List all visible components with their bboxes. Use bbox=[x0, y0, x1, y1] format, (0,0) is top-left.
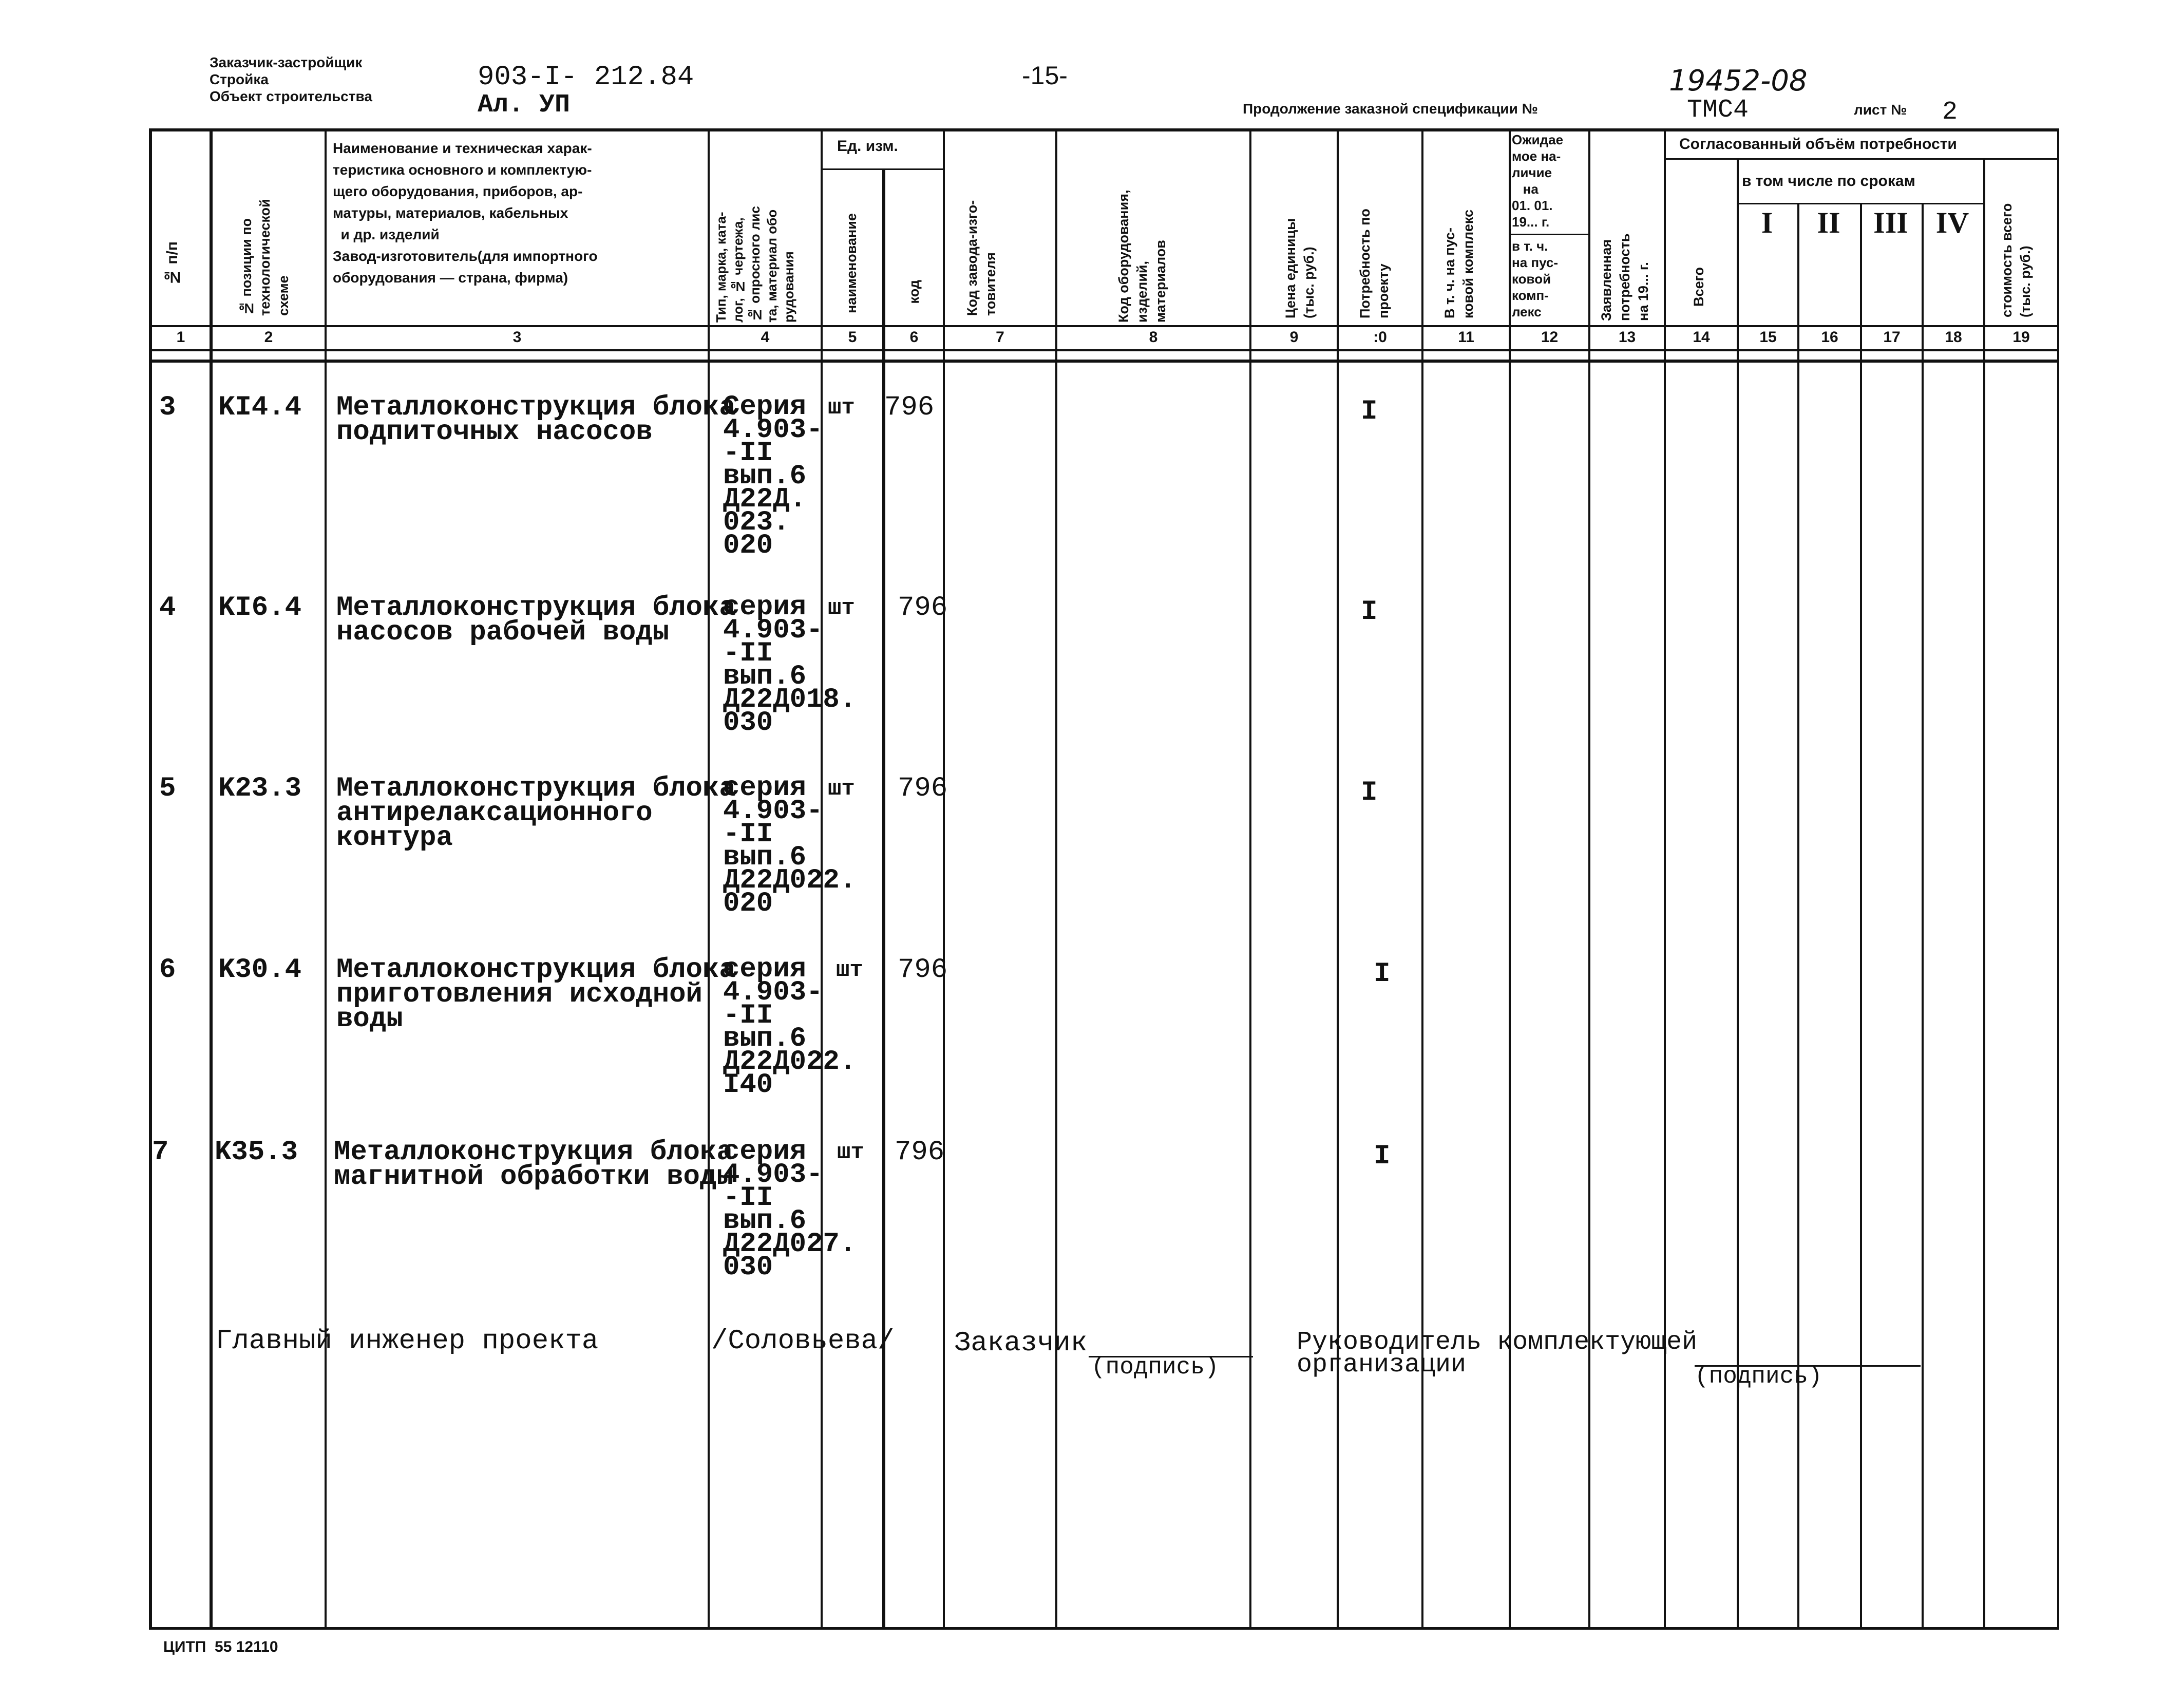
col-border-5 bbox=[882, 168, 885, 1629]
item-type: серия 4.903- -II вып.6 Д22Д018. 030 bbox=[723, 592, 857, 739]
col-header-18: IV bbox=[1935, 206, 1969, 239]
col-border-0 bbox=[149, 128, 152, 1629]
item-type: серия 4.903- -II вып.6 Д22Д027. 030 bbox=[723, 1136, 857, 1283]
need-quantity: I bbox=[1374, 1141, 1391, 1172]
col-header-14: Всего bbox=[1691, 267, 1706, 307]
row-number: 3 bbox=[159, 392, 176, 423]
col-num-12: 12 bbox=[1541, 329, 1559, 346]
col-header-4: Тип, марка, ката- лог, № чертежа, № опросного лис та, материал обо рудования bbox=[713, 206, 796, 323]
col-num-17: 17 bbox=[1883, 329, 1901, 346]
col-header-10: Потребность по проекту bbox=[1357, 209, 1391, 318]
col-header-12b: в т. ч. на пус- ковой комп- лекс bbox=[1512, 238, 1559, 319]
need-quantity: I bbox=[1361, 777, 1378, 808]
col-header-7: Код завода-изго- товителя bbox=[964, 200, 998, 316]
col-border-3 bbox=[708, 128, 710, 1629]
unit-name: шт bbox=[828, 595, 855, 621]
col-header-19: стоимость всего (тыс. руб.) bbox=[1999, 203, 2033, 317]
item-name: Металлоконструкция блока подпиточных насосов bbox=[336, 392, 736, 448]
spec-number: ТМС4 bbox=[1687, 96, 1749, 125]
spec-label: Продолжение заказной спецификации № bbox=[1243, 101, 1538, 117]
col-border-15 bbox=[1797, 203, 1799, 1629]
col-border-17 bbox=[1922, 203, 1924, 1629]
unit-code: 796 bbox=[898, 954, 948, 986]
construction-label: Стройка bbox=[210, 71, 269, 87]
chief-engineer-label: Главный инженер проекта bbox=[216, 1326, 599, 1357]
col-header-13: Заявленная потребность на 19... г. bbox=[1599, 233, 1651, 321]
col-num-13: 13 bbox=[1618, 329, 1636, 346]
body-top-border bbox=[149, 360, 2059, 363]
col-num-5: 5 bbox=[848, 329, 857, 346]
sheet-number: 2 bbox=[1942, 98, 1958, 127]
item-type: серия 4.903- -II вып.6 Д22Д022. 020 bbox=[723, 772, 857, 919]
row-number: 6 bbox=[159, 954, 176, 986]
col-border-8 bbox=[1249, 128, 1251, 1629]
unit-code: 796 bbox=[898, 773, 948, 804]
col-border-18 bbox=[1983, 158, 1985, 1629]
manager-label: Руководитель комплектующей организации bbox=[1297, 1328, 1698, 1380]
col-num-14: 14 bbox=[1693, 329, 1710, 346]
unit-name: шт bbox=[836, 957, 863, 983]
album-label: Ал. УП bbox=[478, 90, 571, 120]
item-type: Серия 4.903- -II вып.6 Д22Д. 023. 020 bbox=[723, 391, 823, 561]
col-num-9: 9 bbox=[1289, 329, 1299, 346]
col-num-4: 4 bbox=[761, 329, 770, 346]
col-num-15: 15 bbox=[1759, 329, 1777, 346]
unit-code: 796 bbox=[895, 1137, 945, 1168]
chief-engineer-name: /Соловьева/ bbox=[711, 1326, 895, 1357]
table-top-border bbox=[149, 128, 2059, 131]
col12-split bbox=[1509, 234, 1588, 235]
col-num-6: 6 bbox=[909, 329, 919, 346]
position-code: K23.3 bbox=[218, 773, 302, 804]
col-num-2: 2 bbox=[264, 329, 273, 346]
agreed-sub-border bbox=[1664, 158, 2059, 160]
item-name: Металлоконструкция блока антирелаксационного контура bbox=[336, 773, 736, 854]
customer-signature-hint: (подпись) bbox=[1091, 1354, 1219, 1381]
position-code: KI4.4 bbox=[218, 392, 302, 423]
need-quantity: I bbox=[1361, 396, 1378, 427]
col-header-11: В т. ч. на пус- ковой комплекс bbox=[1442, 209, 1476, 318]
col-border-9 bbox=[1337, 128, 1339, 1629]
col-header-6: код bbox=[906, 280, 922, 304]
row-number: 4 bbox=[159, 592, 176, 624]
col-border-11 bbox=[1509, 128, 1511, 1629]
need-quantity: I bbox=[1374, 958, 1391, 990]
col-border-6 bbox=[943, 128, 945, 1629]
customer-label: Заказчик-застройщик bbox=[210, 54, 363, 70]
col-border-2 bbox=[325, 128, 327, 1629]
col-header-12a: Ожидае мое на- личие на 01. 01. 19... г. bbox=[1512, 132, 1564, 230]
project-code: 903-I- 212.84 bbox=[478, 62, 694, 93]
unit-name: шт bbox=[828, 395, 855, 421]
need-quantity: I bbox=[1361, 596, 1378, 628]
col-border-12 bbox=[1588, 128, 1590, 1629]
table-bottom-border bbox=[149, 1627, 2059, 1630]
col-border-10 bbox=[1421, 128, 1423, 1629]
col-num-11: 11 bbox=[1458, 329, 1474, 346]
col-header-9: Цена единицы (тыс. руб.) bbox=[1283, 218, 1317, 318]
col-num-19: 19 bbox=[2012, 329, 2030, 346]
item-name: Металлоконструкция блока приготовления исходной воды bbox=[336, 954, 736, 1035]
col-header-2: № позиции по технологической схеме bbox=[239, 199, 291, 316]
col-header-15: I bbox=[1761, 206, 1773, 239]
col-header-1: № п/п bbox=[164, 241, 181, 286]
col-num-1: 1 bbox=[176, 329, 185, 346]
col-header-8: Код оборудования, изделий, материалов bbox=[1116, 190, 1168, 323]
col-num-10: :0 bbox=[1373, 329, 1387, 346]
customer-label: Заказчик bbox=[954, 1328, 1088, 1359]
handwritten-number: 19452-08 bbox=[1669, 64, 1808, 98]
col-num-8: 8 bbox=[1149, 329, 1158, 346]
row-number: 5 bbox=[159, 773, 176, 804]
col-header-17: III bbox=[1873, 206, 1908, 239]
col-num-16: 16 bbox=[1821, 329, 1838, 346]
col-border-13 bbox=[1664, 128, 1666, 1629]
position-code: K30.4 bbox=[218, 954, 302, 986]
manager-signature-hint: (подпись) bbox=[1695, 1363, 1822, 1390]
unit-code: 796 bbox=[884, 392, 935, 423]
unit-code: 796 bbox=[898, 592, 948, 624]
terms-group-header: в том числе по срокам bbox=[1742, 173, 1915, 190]
units-group-header: Ед. изм. bbox=[837, 138, 898, 155]
col-num-3: 3 bbox=[512, 329, 522, 346]
item-type: серия 4.903- -II вып.6 Д22Д022. I40 bbox=[723, 954, 857, 1101]
col-border-1 bbox=[210, 128, 213, 1629]
col-border-7 bbox=[1055, 128, 1057, 1629]
agreed-group-header: Согласованный объём потребности bbox=[1679, 136, 1957, 153]
col-header-5: наименование bbox=[844, 213, 859, 313]
unit-name: шт bbox=[828, 776, 855, 802]
col-border-14 bbox=[1737, 158, 1739, 1629]
units-sub-border bbox=[821, 168, 943, 170]
col-border-16 bbox=[1860, 203, 1862, 1629]
number-row-bottom bbox=[149, 349, 2059, 351]
row-number: 7 bbox=[152, 1137, 169, 1168]
col-header-3: Наименование и техническая харак- теристика основного и комплектую- щего оборудования, приборов, ар- матуры, материалов, кабельных и др. изделий Завод-изготовитель(для импортного оборудования — страна, фирма) bbox=[333, 140, 598, 286]
page-number: -15- bbox=[1022, 61, 1068, 90]
col-num-7: 7 bbox=[996, 329, 1004, 346]
footer-stamp: ЦИТП 55 12110 bbox=[163, 1638, 278, 1655]
item-name: Металлоконструкция блока насосов рабочей воды bbox=[336, 592, 736, 648]
position-code: K35.3 bbox=[215, 1137, 298, 1168]
col-num-18: 18 bbox=[1945, 329, 1962, 346]
unit-name: шт bbox=[837, 1140, 864, 1165]
item-name: Металлоконструкция блока магнитной обработки воды bbox=[334, 1137, 733, 1193]
col-header-16: II bbox=[1817, 206, 1840, 239]
col-border-19 bbox=[2057, 128, 2059, 1629]
sheet-label: лист № bbox=[1854, 102, 1907, 118]
position-code: KI6.4 bbox=[218, 592, 302, 624]
object-label: Объект строительства bbox=[210, 88, 372, 104]
